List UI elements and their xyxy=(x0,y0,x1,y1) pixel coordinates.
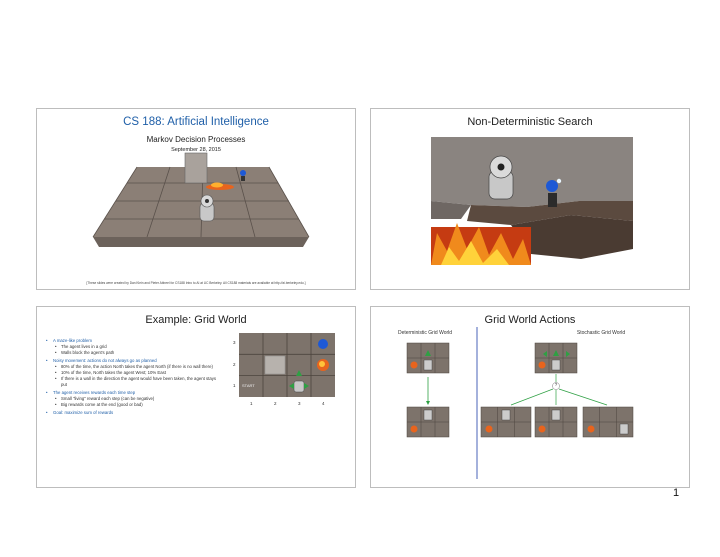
slide-example-grid-world xyxy=(36,306,356,488)
sub-bullet-item: • Big rewards come at the end (good or bad) xyxy=(45,402,221,408)
cliff-robot-illustration xyxy=(371,109,690,290)
grid-actions-diagram xyxy=(371,307,690,488)
grid-world-diagram xyxy=(37,307,356,488)
sub-bullet-item: • 80% of the time, the action North takes the agent North (if there is no wall there) xyxy=(45,364,221,370)
chance-node-label: ? xyxy=(554,382,558,387)
bullet-item: • Goal: maximize sum of rewards xyxy=(45,410,221,416)
page-number: 1 xyxy=(673,487,680,499)
sub-bullet-item: • 10% of the time, North takes the agent West; 10% East xyxy=(45,370,221,376)
slide-title-heading: CS 188: Artificial Intelligence xyxy=(123,116,269,128)
bullet-item: • Noisy movement: actions do not always go as planned xyxy=(45,358,221,364)
sub-bullet-item: • The agent lives in a grid xyxy=(45,344,221,350)
slide-credit: [These slides were created by Dan Klein and Pieter Abbeel for CS188 Intro to AI at UC Berkeley. All CS188 materials are available at http://ai.berkeley.edu.] xyxy=(86,281,306,285)
bullet-item: • A maze-like problem xyxy=(45,338,221,344)
grid-col-label: 3 xyxy=(298,401,301,406)
grid-col-label: 4 xyxy=(322,401,325,406)
sub-bullet-item: • If there is a wall in the direction the agent would have been taken, the agent stays put xyxy=(45,376,221,388)
slide-date: September 28, 2015 xyxy=(171,147,221,153)
grid-col-label: 2 xyxy=(274,401,277,406)
slide-heading: Non-Deterministic Search xyxy=(467,116,593,128)
slide-subtitle: Markov Decision Processes xyxy=(146,135,246,144)
slide-non-deterministic-search xyxy=(370,108,690,290)
slide-title xyxy=(36,108,356,290)
bullet-item: • The agent receives rewards each time step xyxy=(45,390,221,396)
sub-bullet-item: • Small "living" reward each step (can be negative) xyxy=(45,396,221,402)
grid-col-label: 1 xyxy=(250,401,253,406)
grid-row-label: 1 xyxy=(233,383,236,388)
slide-heading: Example: Grid World xyxy=(145,314,247,326)
grid-row-label: 3 xyxy=(233,340,236,345)
sub-bullet-item: • Walls block the agent's path xyxy=(45,350,221,356)
start-label: START xyxy=(242,383,255,388)
stochastic-label: Stochastic Grid World xyxy=(576,330,626,336)
robot-grid-illustration xyxy=(37,109,356,290)
deterministic-label: Deterministic Grid World xyxy=(397,330,453,336)
slide-heading: Grid World Actions xyxy=(484,314,576,326)
slide-grid-world-actions xyxy=(370,306,690,488)
grid-row-label: 2 xyxy=(233,362,236,367)
